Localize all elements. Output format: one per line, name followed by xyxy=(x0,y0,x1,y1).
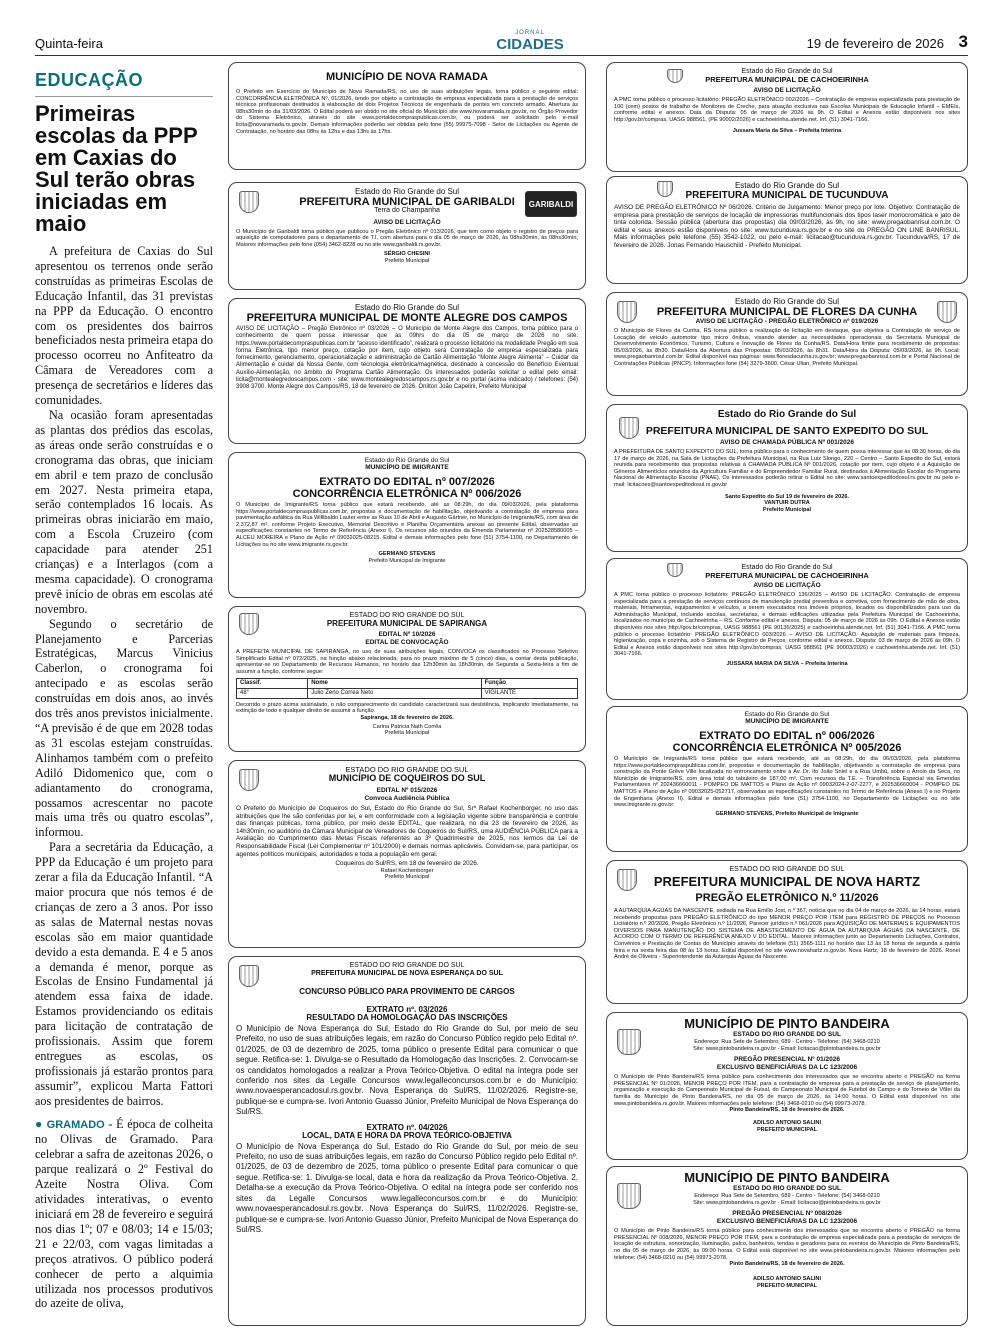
extract-2-body: O Município de Nova Esperança do Sul, Estado do Rio Grande do Sul, por meio de seu Prefeito, no uso de suas atribuições legais, em razão do Concurso Público regido pelo Edital nº. 01/2025, de 03 de dezembro de 2025, torna público o presente Edital para comunicar o que segue. Retifica-se: 1. Divulga-se local, data e hora da realização da Prova Teórico-Objetiva. 2. Detalha-se a execução da Prova Teórico-Objetiva. O edital na íntegra pode ser conferido nos sites da Legalle Concursos www.legalleconcursos.com.br e do Município: www.novaesperancadosul.rs.gov.br. Nova Esperança do Sul/RS, 11/02/2026. Registre-se, publique-se e cumpra-se. Ivori Antonio Guasso Júnior, Prefeito Municipal de Nova Esperança do Sul/RS. xyxy=(236,1141,578,1234)
coat-of-arms-icon xyxy=(657,181,673,197)
notice-state: ESTADO DO RIO GRANDE DO SUL xyxy=(345,765,469,774)
notice-place: Santo Expedito do Sul 19 de fevereiro de 2026. xyxy=(724,493,850,500)
notice-state: Estado do Rio Grande do Sul xyxy=(744,711,830,718)
coat-of-arms-icon xyxy=(617,1183,641,1209)
notice-garibaldi xyxy=(228,182,586,290)
notice-coqueiros xyxy=(228,760,586,948)
notice-role: PREFEITO MUNICIPAL xyxy=(756,1282,818,1289)
notice-role: Prefeito Municipal de Imigrante xyxy=(368,557,446,564)
notice-kind: PREGÃO PRESENCIAL Nº 008/2026 xyxy=(732,1210,842,1218)
notice-tucunduva xyxy=(606,176,968,284)
notice-kind: PREGÃO PRESENCIAL Nº 01/2026 xyxy=(734,1056,840,1064)
notice-title: MUNICÍPIO DE PINTO BANDEIRA xyxy=(684,1016,890,1031)
notice-state: ESTADO DO RIO GRANDE DO SUL xyxy=(349,962,465,969)
article-headline: Primeiras escolas da PPP em Caxias do Sul terão obras iniciadas em maio xyxy=(35,101,198,236)
notice-title: PREFEITURA MUNICIPAL DE NOVA HARTZ xyxy=(653,874,921,889)
notice-address: Endereço: Rua Sete de Setembro, 689 - Centro - Telefone: (54) 3468-0210 xyxy=(694,1039,880,1045)
notice-body: O Prefeito do Município de Coqueiros do Sul, Estado do Rio Grande do Sul, Srº Rafael Kochenborger, no uso das atribuições que lhe são conferidas por lei, e em conformidade com a legislação vigente sobre transparência e controle das finanças públicas, torna público, por meio deste EDITAL, que realizará, no dia 23 de fevereiro de 2026, às 14h30min, no auditório da Câmara Municipal de Vereadores de Coqueiros do Sul/RS, uma AUDIÊNCIA PÚBLICA para a Avaliação do Cumprimento das Metas Fiscais referentes ao 3º Quadrimestre de 2025, nos termos da Lei de Responsabilidade Fiscal (Lei Complementar nº 101/2000) e demais normas aplicáveis. Convidam-se, para participar, os agentes políticos municipais, autoridades e toda a população em geral. xyxy=(236,805,578,858)
notice-title: PREFEITURA MUNICIPAL DE FLORES DA CUNHA xyxy=(656,306,918,318)
notice-title: EXTRATO DO EDITAL nº 006/2026 xyxy=(699,730,875,742)
notice-place: Coqueiros do Sul/RS, em 18 de fevereiro de 2026. xyxy=(335,860,479,868)
article-paragraph: Na ocasião foram apresentadas as plantas dos prédios das escolas, as áreas onde serão construídas e o cronograma das obras, que iniciam em abril e tem prazo de conclusão em 2027. Nesta primeira etapa, serão contemplados 16 locais. As primeiras obras iniciarão em maio, com a Escola Cruzeiro (com capacidade para atender 251 crianças) e a Interlagos (com a mesma capacidade). O cronograma prevê início de obras em escolas até novembro. xyxy=(35,407,213,616)
notice-place: Pinto Bandeira/RS, 18 de fevereiro de 2026. xyxy=(729,1261,845,1268)
notice-state: Estado do Rio Grande do Sul xyxy=(354,187,460,196)
article-paragraph: A prefeitura de Caxias do Sul apresentou os terrenos onde serão construídas as primeiras Escolas de Educação Infantil, das 31 previstas na PPP da Educação. O encontro com os presidentes dos bairros beneficiados nesta primeira etapa do processo ocorreu no Anfiteatro da Câmara de Vereadores com a presença de secretários e líderes das comunidades. xyxy=(35,244,213,408)
notice-contact: Site: www.pintobandeira.rs.gov.br - Email: licitacao@pintobandeira.rs.gov.br xyxy=(693,1045,881,1052)
notice-state: Estado do Rio Grande do Sul xyxy=(734,297,840,306)
notice-body: A PREFEITURA DE SANTO EXPEDITO DO SUL, torna público para o conhecimento de quem possa interessar que às 08:30 horas, do dia 17 de março de 2026, na Sala de Licitações da Prefeitura Municipal, na Rua Luiz Slongo, 220 – Centro – Santo Expedito do Sul, estará reunida para recebimento das propostas relativas à CHAMADA PÚBLICA Nº 001/2026, cotação por item, cujo objeto é a Aquisição de Gêneros Alimentícios oriundos da Agricultura Familiar e do Empreendedor Familiar Rural, destinados à Alimentação Escolar do Programa Nacional de Alimentação Escolar (PNAE). Os interessados poderão retirar o Edital no site: www.santoexpeditodosul.rs.gov.br ou pelo e-mail: licitacoes@santoexpeditodosul.rs.gov.br xyxy=(614,449,960,488)
notice-title: PREFEITURA MUNICIPAL DE GARIBALDI xyxy=(299,196,515,208)
table-cell: VIGILANTE xyxy=(481,688,577,698)
extract-2-subtitle: LOCAL, DATA E HORA DA PROVA TEÓRICO-OBJETIVA xyxy=(302,1130,512,1140)
notice-santo-expedito xyxy=(606,404,968,552)
header-date: 19 de fevereiro de 2026 xyxy=(806,36,944,51)
section-label: EDUCAÇÃO xyxy=(35,70,144,90)
notice-body-2: Decorrido o prazo acima assinalado, o não comparecimento do candidato caracterizará sua desistência, implicando imediatamente, na extinção de todo e qualquer direito de assumir a função. xyxy=(236,701,578,715)
notice-state: ESTADO DO RIO GRANDE DO SUL xyxy=(349,612,465,619)
notice-state: Estado do Rio Grande do Sul xyxy=(717,409,857,420)
notice-state: Estado do Rio Grande do Sul xyxy=(741,564,833,571)
notice-title: PREFEITURA MUNICIPAL DE NOVA ESPERANÇA DO SUL xyxy=(311,970,503,977)
notice-title: PREFEITURA MUNICIPAL DE CACHOEIRINHA xyxy=(705,75,869,84)
coat-of-arms-icon xyxy=(937,301,957,323)
header-day: Quinta-feira xyxy=(35,36,103,51)
notice-body: O Município de Pinto Bandeira/RS torna público para conhecimento dos interessados que se encontra aberto o PREGÃO na forma PRESENCIAL Nº 008/2026, MENOR PREÇO POR ITEM, para a contratação de empresa especializada para a prestação de serviços de locação de estrutura, sonorização, iluminação, palco, banheiros, tendas e geradores para os eventos do Município de Pinto Bandeira/RS, no dia 05 de março de 2026, às 09:00 horas. O Edital está disponível no site www.pintobandeira.rs.gov.br. Maiores informações pelo telefone: (54) 3468-0210 ou (54) 99973-2078. xyxy=(614,1228,960,1261)
notice-pinto-bandeira-2 xyxy=(606,1166,968,1326)
coat-of-arms-icon xyxy=(239,191,259,213)
notice-sapiranga xyxy=(228,606,586,752)
notice-signer: Rafael Kochenborger xyxy=(380,867,434,874)
notice-state: Estado do Rio Grande do Sul xyxy=(734,181,840,190)
gramado-text: - É época de colheita no Olivas de Gramado. Para celebrar a safra de azeitonas 2026, o parque realizará o 2º Festival do Azeite Nostra Oliva. Com atividades interativas, o evento iniciará em 28 de fevereiro e seguirá nos dias 1º; 07 e 08/03; 14 e 15/03; 21 e 22/03, com vagas limitadas a preços atrativos. O público poderá conhecer de perto a alquimia utilizada nos processos produtivos do azeite de oliva, xyxy=(35,1116,214,1311)
notice-cachoeirinha-1 xyxy=(606,62,968,172)
notice-signer: VANTUIR DUTRA xyxy=(764,500,810,507)
notice-cachoeirinha-2 xyxy=(606,558,968,700)
notice-kind: AVISO DE LICITAÇÃO xyxy=(753,582,821,589)
notice-place: Pinto Bandeira/RS, 18 de fevereiro de 2026. xyxy=(729,1107,845,1114)
gramado-note xyxy=(35,1117,213,1312)
notice-body: O Prefeito em Exercício do Município de Nova Ramada/RS, no uso de suas atribuições legais, torna público o seguinte edital: CONCORRÊNCIA ELETRÔNICA Nº. 01/2026, tendo por objeto a contratação de empresa especializada para a prestação de serviços técnicos profissionais destinados à elaboração de dois Projetos Técnicos de engenharia de pontes em concreto armado. Abertura às 08hs30min do dia 31/03/2026. O Edital poderá ser obtido no site oficial do Município site www.novaramada.rs.gov.br, no Órgão Provedor do Sistema Eletrônico, através do site www.portaldecompraspublicas.com.br, ou poderá ser solicitado pelo e-mail licita@novaramada.rs.gov.br. Demais informações poderão ser obtidas pelo fone (55) 99975-7098 - Setor de Licitações ou Agente de Contratação, no horário das 08hs às 12hs e das 13hs às 17hs. xyxy=(236,89,578,135)
notice-edital: EDITAL Nº 015/2026 xyxy=(376,787,438,794)
notice-nova-ramada xyxy=(228,62,586,170)
notice-role: Prefeito Municipal xyxy=(384,258,430,265)
notice-title: PREFEITURA MUNICIPAL DE CACHOEIRINHA xyxy=(705,571,869,580)
gramado-kicker: GRAMADO xyxy=(46,1118,105,1131)
extract-2-title: EXTRATO nº. 04/2026 xyxy=(366,1122,448,1132)
notice-municipality: MUNICÍPIO DE IMIGRANTE xyxy=(745,718,829,725)
notice-imigrante-2 xyxy=(606,706,968,852)
notice-role: Prefeito Municipal xyxy=(384,874,430,881)
notice-subtitle: CONCURSO PÚBLICO PARA PROVIMENTO DE CARGOS xyxy=(299,987,515,996)
notice-body: O Município de Imigrante/RS torna público que estará recebendo, até as 08:29h, do dia 09/03/2026, pela plataforma https://www.portaldecompraspublicas.com.br, propostas e documentação de habilitação, objetivando a contratação de empresa para pavimentação asfáltica da Rua Willibaldo Lauter entre as Ruas 10 de Abril e Augusto Gärtner, no Município de Imigrante/RS, com área de 2.372,87 m², conforme Projeto Executivo, Memorial Descritivo e Planilha Orçamentária anexas ao presente Edital, observadas as especificações constantes no Termo de Referência (Anexo I). Os recursos são oriundos da Emenda Parlamentar nº 202528580005 – ALCEU MOREIRA e Plano de Ação nº 09032025-08215. Edital e demais informações pelo fone (51) 3754-1100, no Departamento de Licitações ou no site www.imigrante.rs.gov.br. xyxy=(236,502,578,548)
table-row xyxy=(237,688,578,698)
notice-title: PREFEITURA MUNICIPAL DE MONTE ALEGRE DOS CAMPOS xyxy=(246,312,568,324)
table-cell: 48° xyxy=(237,688,308,698)
article-paragraph: Segundo o secretário de Planejamento e Parcerias Estratégicas, Marcus Vinicius Caberlon, o cronograma foi antecipado e as escolas serão construídas em dois anos, ao invés dos três anos previstos inicialmente. “A previsão é de que em 2028 todas as 31 escolas estejam construídas. Alinhamos também com o prefeito Adiló Didomenico que, com o adiantamento do cronograma, possamos acrescentar no pacote mais uma três ou quatro escolas”, informou. xyxy=(35,616,213,840)
notice-kind: Convoca Audiência Pública xyxy=(364,795,450,802)
logo-small: JORNAL xyxy=(515,30,545,36)
coat-of-arms-icon xyxy=(239,613,259,635)
notice-title: MUNICÍPIO DE COQUEIROS DO SUL xyxy=(328,773,486,783)
notice-subtitle: Terra do Champanha xyxy=(374,207,440,214)
notice-flores-da-cunha xyxy=(606,292,968,396)
notice-imigrante-1 xyxy=(228,452,586,598)
table-header: Classif. xyxy=(237,679,308,689)
notice-state: ESTADO DO RIO GRANDE DO SUL xyxy=(733,1185,841,1192)
notice-body: AVISO DE PREGÃO ELETRÔNICO Nº 06/2026. Critério de Julgamento: Menor preço por lote. Objetivo: Contratação de empresa para prestação de serviços de locação de impressoras multifuncionais dos tipos laser monocromática e jato de tinta colorida. Sessão pública (abertura das propostas) dia 09/03/2026, às 9h, no site: www.pregaobanrisul.com.br. O edital e seus anexos estão disponíveis no site: www.tucunduva.rs.gov.br e no site do PREGÃO ON LINE BANRISUL. Mais informações pelo telefone (55) 3542-1022, ou pelo e-mail: licitacao@tucunduva.rs.gov.br. Tucunduva/RS, 17 de fevereiro de 2026. Jonas Fernando Hauschild - Prefeito Municipal. xyxy=(614,204,960,249)
notice-role: Prefeito Municipal xyxy=(762,507,812,514)
notice-signer: ADILSO ANTONIO SALINI xyxy=(752,1119,822,1126)
notice-title: MUNICÍPIO DE PINTO BANDEIRA xyxy=(684,1170,890,1185)
table-cell: Julio Zeno Correa Neto xyxy=(308,688,481,698)
notice-signer: GERMANO STEVENS xyxy=(378,551,436,558)
notice-body: O Município de Garibaldi torna público que publicou o Pregão Eletrônico nº 013/2026, que tem como objeto o registro de preços para aquisição de computadores para o departamento de T.I, com abertura para o dia 05 de março de 2026, às 08hs30min, às 08hs30min; Maiores informações pelo fone (054) 3462-8228 ou no site www.garibaldi.rs.gov.br. xyxy=(236,228,578,248)
notice-contact: Site: www.pintobandeira.rs.gov.br - Email: licitacao@pintobandeira.rs.gov.br xyxy=(693,1199,881,1206)
coat-of-arms-icon xyxy=(617,869,637,891)
convocation-table xyxy=(236,678,578,698)
notice-kind: AVISO DE LICITAÇÃO xyxy=(753,87,821,94)
notice-state: Estado do Rio Grande do Sul xyxy=(354,303,460,312)
notice-signer: Carina Patricia Nath Corrêa xyxy=(372,723,442,730)
notice-role: Prefeita Municipal xyxy=(384,730,430,737)
coat-of-arms-icon xyxy=(617,301,637,323)
notice-state: ESTADO DO RIO GRANDE DO SUL xyxy=(729,866,845,873)
notice-kind-2: EXCLUSIVO BENEFICIÁRIAS DA LC 123/2006 xyxy=(716,1064,858,1072)
notice-edital: EDITAL Nº 10/2026 xyxy=(378,631,436,638)
notice-state: Estado do Rio Grande do Sul xyxy=(741,68,833,75)
coat-of-arms-icon xyxy=(617,1029,641,1055)
article-paragraph: Para a secretária da Educação, a PPP da Educação é um projeto para zerar a fila da Educação Infantil. “A maior procura que nós temos é de crianças de zero a 3 anos. Por isso as salas de Maternal nestas novas escolas são em maior quantidade devido a esta demanda. E 4 e 5 anos a demanda é menor, porque as Escolas de Ensino Fundamental já atendem essa faixa de idade. Estamos providenciando os editais para licitação de contratação de profissionais. Assim que forem entregues as escolas, os profissionais já estarão prontos para assumir”, explicou Marta Fattori aos presidentes de bairros. xyxy=(35,840,213,1108)
notice-signer: Jussara Maria da Silva – Prefeita Interina xyxy=(732,128,842,135)
notice-kind-2: EXCLUSIVO BENEFICIÁRIAS DA LC 123/2006 xyxy=(716,1218,858,1226)
table-header: Função xyxy=(481,679,577,689)
notice-body: AVISO DE LICITAÇÃO – Pregão Eletrônico nº 03/2026 – O Município de Monte Alegre dos Campos, torna público para o conhecimento de quem possa interessar que às 09hrs do dia 05 de março de 2026 no site: https://www.portaldecompraspublicas.com.br “acesso identificado”, realizará o processo licitatório na modalidade Pregão em sua forma Eletrônica, tipo menor preço, cotação por item, cujo objeto será Contratação de empresa especializada para fornecimento, gerenciamento, operacionalização e administração de Cartão Alimentação “Monte Alegre Alimenta” – Cuidar da Alimentação é cuidar da Nossa Gente, com tecnologia eletrônica/magnética, destinado à concessão do Benefício Eventual Auxílio-Alimentação, no âmbito do Programa Cartão Alimentação. Os interessados poderão solicitar o edital pelo email: licita@montealegredoscampos.com - site: www.montealegredoscampos.rs.gov.br e no portal (acima indicado) / telefones: (54) 3908 3700. Monte Alegre dos Campos/RS, 18 de fevereiro de 2026. Onilton João Capelini, Prefeito Municipal xyxy=(236,326,578,391)
table-header: Nome xyxy=(308,679,481,689)
notice-pinto-bandeira-1 xyxy=(606,1012,968,1160)
notice-body: O Município de Pinto Bandeira/RS torna público para conhecimento dos interessados que se encontra aberto o PREGÃO na forma PRESENCIAL Nº 01/2026, MENOR PREÇO POR ITEM, para a contratação de empresa para a prestação de serviço de planejamento, organização e execução do Campeonato Municipal de Futsal, do Campeonato Municipal de Futebol de Campo e do Torneio de Vôlei da família do Município de Pinto Bandeira/RS, no dia 05 de março de 2026, às 14:00 horas. O Edital está disponível no site www.pintobandeira.rs.gov.br. Maiores informações pelo telefone: (54) 3468-0210 ou (54) 99973-2078. xyxy=(614,1074,960,1107)
notice-monte-alegre xyxy=(228,298,586,444)
garibaldi-logo: GARIBALDI xyxy=(525,191,577,217)
notice-body: A PMC torna público o processo licitatório: PREGÃO ELETRÔNICO 136/2025 – AVISO DE LICITAÇÃO. Contratação de empresa especializada para a prestação de serviços contínuos de manutenção predial preventiva e corretiva, com fornecimento de mão de obra, materiais, ferramentas, equipamentos e veículos, a serem executados nos imóveis próprios, locados ou disponibilizados para uso da Administração Municipal, incluindo escolas, secretarias, e demais edificações utilizadas pela Prefeitura Municipal de Cachoeirinha, localizados no município de Cachoeirinha – RS. Conforme edital e anexos. Disputa: 05 de março de 2026 às 09h. O Edital e Anexos estão disponíveis nos sites http://gov.br/compras, UASG 988561 (PE 90136/2025) e cachoeirinha.atende.net. Inf. (51) 3041-7166. A PMC torna público o processo licitatório: PREGÃO ELETRÔNICO 003/2026 – AVISO DE LICITAÇÃO. Aquisição de materiais para limpeza, higienização, copa e cozinha, sob o Sistema de Registro de Preços, conforme edital e anexos. Disputa: 03 de março de 2026 às 09h. O Edital e Anexos estão disponíveis nos sites http://gov.br/compras, UASG 988561 (PE 90003/2026) e cachoeirinha.atende.net. Inf. (51) 3041-7166. xyxy=(614,592,960,658)
notice-kind: AVISO DE LICITAÇÃO - PREGÃO ELETRÔNICO nº 019/2026 xyxy=(695,318,879,325)
notice-body: O Município de Imigrante/RS torna público que estará recebendo, até as 08:29h, do dia 06/03/2026, pela plataforma https://www.portaldecompraspublicas.com.br, propostas e documentação de habilitação, objetivando a contratação de empresa para construção da Ponte Grêve Ville localizada no entroncamento entre a Av. Dr. Ito João Sniel e a Rua Umbú, sobre o Arroio da Seca, no Município de Imigrante/RS, com área total do tabuleiro de 187,00 m². Com recursos da T.E. – Transferência Especial via Emendas Parlamentares nº 202436660011 - POMPEO DE MATTOS e Plano de Ação nº 09032024-2-07-2277, e 202536660004 - POMPEO DE MATTOS e Plano de Ação nº 09032025-052717, observadas as especificações constantes no Termo de Referência (Anexo I) e no Projeto de Engenharia (Anexo II). Edital e demais informações pelo fone (51) 3754-1100, no Departamento de Licitações ou no site www.imigrante.rs.gov.br. xyxy=(614,756,960,809)
notice-kind: AVISO DE CHAMADA PÚBLICA Nº 001/2026 xyxy=(720,439,854,446)
notice-signer: JUSSARA MARIA DA SILVA – Prefeita Interina xyxy=(726,660,848,667)
notice-municipality: MUNICÍPIO DE IMIGRANTE xyxy=(365,464,449,471)
notice-signer: SÉRGIO CHESINI xyxy=(383,251,430,258)
newspaper-logo xyxy=(485,30,575,54)
notice-title: EXTRATO DO EDITAL nº 007/2026 xyxy=(319,476,495,488)
notice-kind: AVISO DE LICITAÇÃO xyxy=(373,218,441,226)
article-heading xyxy=(35,70,213,235)
notice-body: O Município de Flores da Cunha, RS torna público a realização de licitação em destaque, que objetiva a Contratação de serviço de Locação de veículo automotor tipo micro ônibus, visando atender as necessidades operacionais da Secretaria Municipal de Desenvolvimento Econômico, Turismo, Cultura e Inovação de Flores da Cunha/RS. Data/Hora limite para recebimento de propostas: 05/03/2026, às 8h30. Data/Hora da Abertura das Propostas: 05/03/2026, às 8h31. Data/Hora da Disputa: 05/03/2026, às 9h. Local: www.pregaobanrisul.com.br. Edital disponível nas páginas: www.floresdacunha.rs.gov.br; www.pregaobanrisul.com.br e Portal Nacional de Contratações Públicas (PNCP). Informações fone (54) 3279-3600. César Ulian, Prefeito Municipal. xyxy=(614,328,960,367)
extract-1-subtitle: RESULTADO DA HOMOLOGAÇÃO DAS INSCRIÇÕES xyxy=(306,1013,508,1022)
notice-role: PREFEITO MUNICIPAL xyxy=(756,1126,818,1133)
notice-title: MUNICÍPIO DE NOVA RAMADA xyxy=(326,71,488,83)
notice-kind: PREGÃO ELETRÔNICO N.º 11/2026 xyxy=(695,892,879,904)
notice-title: PREFEITURA MUNICIPAL DE SAPIRANGA xyxy=(326,619,488,628)
article-body xyxy=(35,244,213,1311)
coat-of-arms-icon xyxy=(239,769,259,791)
location-pin-icon: ● xyxy=(35,1116,43,1131)
logo-text: CIDADES xyxy=(496,36,564,53)
notice-body: A PMC torna público o processo licitatório: PREGÃO ELETRÔNICO 002/2026 – Contratação de empresa especializada para prestação de 100 (cem) postos de trabalho de Monitores de Creche, para atuação exclusiva nas Escolas Municipais de Educação Infantil – EMEIs, conforme edital e anexos. Data da Disputa: 05 de março de 2026 às 9h. O Edital e Anexos estão disponíveis nos sites http://gov.br/compras, UASG 988561, (PE 90002/2026) e cachoeirinha.atende.net. Inf. (51) 3041-7166. xyxy=(614,97,960,123)
notice-nova-esperanca xyxy=(228,956,586,1326)
notice-place: Sapiranga, 18 de fevereiro de 2026. xyxy=(360,714,454,721)
notice-body: A PREFEITA MUNICIPAL DE SAPIRANGA, no uso de suas atribuições legais, CONVOCA os classificados no Processo Seletivo Simplificado Edital nº 072/2025, na função abaixo relacionada, para no prazo máximo de 5 (cinco) dias, a contar desta publicação, apresentar-se no Departamento de Recursos Humanos, no horário das 12h30min às 18h30min, de Segunda a Sexta-feira a fim de assumir a função, conforme segue: xyxy=(236,649,578,675)
extract-1-body: O Município de Nova Esperança do Sul, Estado do Rio Grande do Sul, por meio de seu Prefeito, no uso de suas atribuições legais, em razão do Concurso Público regido pelo Edital nº. 01/2025, de 03 de dezembro de 2025, torna público o presente Edital para comunicar o que segue. Retifica-se: 1. Divulga-se o Resultado da Homologação das Inscrições. 2. Convocam-se os candidatos homologados a realizar a Prova Teórico-Objetiva. O edital na íntegra pode ser conferido nos sites da Legalle Concursos www.legalleconcursos.com.br e do Município: www.novaesperancadosul.rs.gov.br. Nova Esperança do Sul/RS, 11/02/2026. Registre-se, publique-se e cumpra-se. Ivori Antonio Guasso Júnior, Prefeito Municipal de Nova Esperança do Sul/RS. xyxy=(236,1024,578,1117)
page-header xyxy=(35,30,968,56)
page-number: 3 xyxy=(958,32,968,51)
notice-state: Estado do Rio Grande do Sul xyxy=(364,457,450,464)
notice-address: Endereço: Rua Sete de Setembro, 689 - Centro - Telefone: (54) 3468-0210 xyxy=(694,1193,880,1199)
notice-state: ESTADO DO RIO GRANDE DO SUL xyxy=(733,1031,841,1038)
notice-title: PREFEITURA MUNICIPAL DE TUCUNDUVA xyxy=(685,190,889,201)
extract-1-title: EXTRATO nº. 03/2026 xyxy=(366,1005,448,1014)
coat-of-arms-icon xyxy=(619,417,639,439)
notice-kind: EDITAL DE CONVOCAÇÃO xyxy=(365,639,449,646)
notice-nova-hartz xyxy=(606,860,968,1004)
coat-of-arms-icon xyxy=(239,965,259,987)
notice-signer: GERMANO STEVENS, Prefeito Municipal de Imigrante xyxy=(715,810,859,817)
notice-title: PREFEITURA MUNICIPAL DE SANTO EXPEDITO DO SUL xyxy=(645,425,929,437)
notice-signer: ADILSO ANTONIO SALINI xyxy=(752,1275,822,1282)
notice-subtitle: CONCORRÊNCIA ELETRÔNICA Nº 005/2026 xyxy=(672,742,902,754)
notice-subtitle: CONCORRÊNCIA ELETRÔNICA Nº 006/2026 xyxy=(292,488,522,500)
notice-body: A AUTARQUIA ÁGUAS DA NASCENTE, sediada na Rua Emílio Jost, n.º 367, notícia que no dia 04 de março de 2026, às 14 horas, estará recebendo propostas para PREGÃO ELETRÔNICO do tipo MENOR PREÇO POR ITEM para REGISTRO DE PREÇOS no Processo Licitatório n.º 20/2026, Pregão Eletrônico n.º 11/2026, Parecer jurídico n.º 061/2026 para AQUISIÇÃO DE MATERIAIS E EQUIPAMENTOS DIVERSOS PARA MANUTENÇÃO DO SISTEMA DE ABASTECIMENTO DE ÁGUA DA AUTARQUIA ÁGUAS DA NASCENTE, DE ACORDO COM O TERMO DE REFERÊNCIA ANEXO V DO EDITAL. Maiores informações junto ao Departamento Licitações, Contratos, Convênios e Prestação de Contas do Município através do telefone (51) 3565-1111 no horário das 13 às 18 horas de segunda a quinta feira e na sexta feira das 08 às 13 horas. Edital disponível no site www.novahartz.rs.gov.br. Nova Hartz, 18 de fevereiro de 2026. Ronei André de Oliveira - Superintendente da Autarquia Águas da Nascente. xyxy=(614,908,960,961)
